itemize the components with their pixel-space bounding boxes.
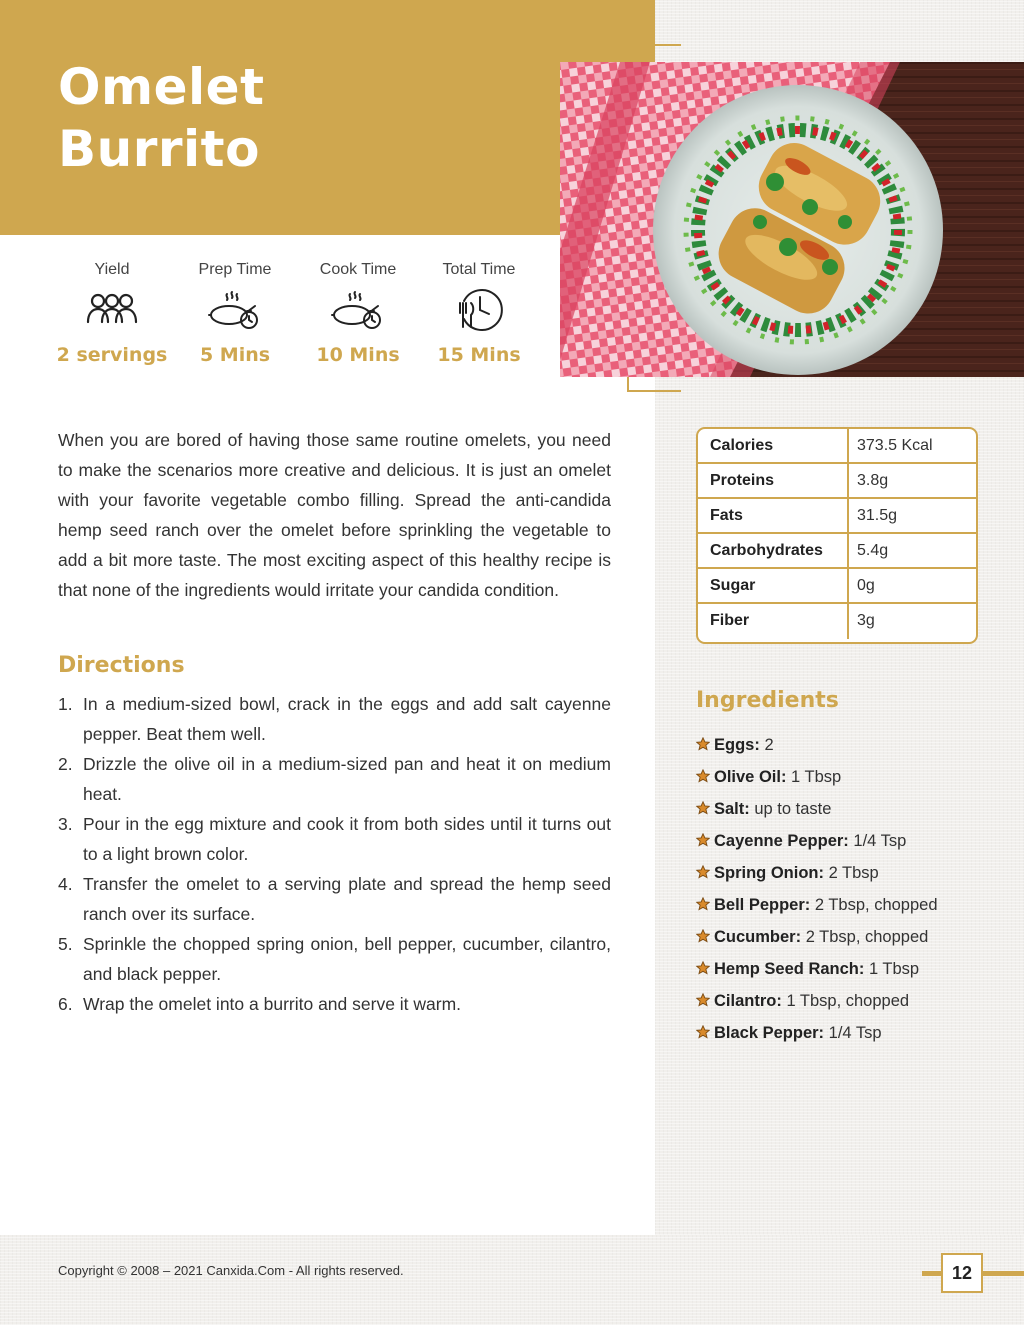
nutrient-value: 31.5g (857, 507, 898, 524)
ingredient-item (696, 1017, 938, 1049)
star-icon (696, 929, 710, 943)
ingredient-item (696, 793, 938, 825)
step-text: In a medium-sized bowl, crack in the eggs and add salt cayenne pepper. Beat them well. (83, 694, 611, 744)
ingredient-name: Black Pepper: (714, 1024, 825, 1042)
stat-value: 2 servings (56, 344, 168, 366)
nutrient-name: Fiber (698, 604, 849, 639)
star-icon (696, 897, 710, 911)
step-number: 6. (58, 994, 73, 1014)
recipe-title-line-1: Omelet (58, 58, 265, 116)
nutrition-row (698, 569, 976, 604)
clock-cutlery-icon (418, 282, 540, 338)
ingredient-amount: 2 Tbsp (828, 864, 879, 882)
star-icon (696, 801, 710, 815)
recipe-title-line-2: Burrito (58, 120, 260, 178)
step-text: Pour in the egg mixture and cook it from both sides until it turns out to a light brown color. (83, 814, 611, 864)
stat-cook-time (297, 258, 419, 370)
people-icon (51, 282, 173, 338)
nutrient-name: Sugar (698, 569, 849, 602)
directions-heading: Directions (58, 653, 185, 678)
ingredient-amount: 2 Tbsp, chopped (805, 928, 929, 946)
ingredient-item (696, 985, 938, 1017)
step-number: 1. (58, 694, 73, 714)
stat-total-time (418, 258, 540, 370)
ingredient-amount: 1 Tbsp, chopped (786, 992, 910, 1010)
nutrient-value: 373.5 Kcal (857, 437, 933, 454)
ingredient-name: Spring Onion: (714, 864, 824, 882)
recipe-photo (560, 62, 1024, 377)
nutrition-row (698, 429, 976, 464)
ingredient-item (696, 761, 938, 793)
pan-timer-icon (174, 282, 296, 338)
ingredient-item (696, 953, 938, 985)
step-text: Wrap the omelet into a burrito and serve it warm. (83, 994, 462, 1014)
direction-step (58, 689, 611, 749)
direction-step (58, 929, 611, 989)
star-icon (696, 865, 710, 879)
ingredient-name: Hemp Seed Ranch: (714, 960, 865, 978)
step-number: 4. (58, 874, 73, 894)
ingredient-amount: 1 Tbsp (868, 960, 920, 978)
stat-yield (51, 258, 173, 370)
star-icon (696, 833, 710, 847)
nutrient-value: 5.4g (857, 542, 889, 559)
ingredient-item (696, 857, 938, 889)
star-icon (696, 769, 710, 783)
page-number: 12 (941, 1253, 983, 1293)
stat-label: Total Time (442, 261, 516, 278)
stat-value: 5 Mins (199, 344, 271, 366)
nutrient-name: Calories (698, 429, 849, 462)
direction-step (58, 989, 611, 1019)
recipe-intro: When you are bored of having those same routine omelets, you need to make the scenarios more creative and delicious. It is just an omelet with your favorite vegetable combo filling. Spread the anti-candida hemp seed ranch over the omelet before sprinkling the vegetable to add a bit more taste. The most exciting aspect of this healthy recipe is that none of the ingredients would irritate your candida condition. (58, 430, 611, 600)
stat-label: Prep Time (198, 261, 272, 278)
step-text: Transfer the omelet to a serving plate and spread the hemp seed ranch over its surface. (83, 874, 611, 924)
title-banner (0, 0, 655, 235)
ingredient-name: Salt: (714, 800, 750, 818)
nutrient-name: Proteins (698, 464, 849, 497)
stat-label: Yield (94, 261, 130, 278)
nutrient-value: 3g (857, 612, 875, 629)
star-icon (696, 1025, 710, 1039)
direction-step (58, 749, 611, 809)
step-text: Sprinkle the chopped spring onion, bell pepper, cucumber, cilantro, and black pepper. (83, 934, 611, 984)
star-icon (696, 961, 710, 975)
ingredient-item (696, 921, 938, 953)
nutrition-row (698, 534, 976, 569)
ingredients-list (696, 729, 938, 1049)
ingredient-amount: 1 Tbsp (791, 768, 842, 786)
ingredient-name: Cucumber: (714, 928, 802, 946)
nutrient-name: Fats (698, 499, 849, 532)
step-number: 5. (58, 934, 73, 954)
nutrition-table (696, 427, 978, 644)
ingredient-amount: 1/4 Tsp (853, 832, 907, 850)
recipe-title (58, 56, 264, 180)
direction-step (58, 809, 611, 869)
step-number: 2. (58, 754, 73, 774)
ingredient-name: Olive Oil: (714, 768, 787, 786)
ingredient-item (696, 889, 938, 921)
ingredient-name: Cayenne Pepper: (714, 832, 849, 850)
nutrient-value: 3.8g (857, 472, 889, 489)
ingredient-name: Cilantro: (714, 992, 782, 1010)
ingredient-amount: 2 (764, 736, 774, 754)
footer-background (0, 1235, 1024, 1325)
star-icon (696, 737, 710, 751)
star-icon (696, 993, 710, 1007)
ingredient-amount: 1/4 Tsp (828, 1024, 882, 1042)
nutrition-row (698, 499, 976, 534)
stat-label: Cook Time (319, 261, 397, 278)
stat-prep-time (174, 258, 296, 370)
copyright-text: Copyright © 2008 – 2021 Canxida.Com - All rights reserved. (58, 1263, 404, 1278)
directions-list (58, 689, 611, 1019)
nutrient-value: 0g (857, 577, 875, 594)
stat-value: 10 Mins (316, 344, 400, 366)
step-text: Drizzle the olive oil in a medium-sized pan and heat it on medium heat. (83, 754, 611, 804)
stat-value: 15 Mins (437, 344, 521, 366)
ingredient-amount: up to taste (754, 800, 832, 818)
nutrition-row (698, 604, 976, 639)
pan-timer-icon (297, 282, 419, 338)
step-number: 3. (58, 814, 73, 834)
ingredient-amount: 2 Tbsp, chopped (814, 896, 938, 914)
ingredient-item (696, 825, 938, 857)
ingredient-item (696, 729, 938, 761)
nutrient-name: Carbohydrates (698, 534, 849, 567)
nutrition-row (698, 464, 976, 499)
ingredient-name: Bell Pepper: (714, 896, 811, 914)
direction-step (58, 869, 611, 929)
ingredient-name: Eggs: (714, 736, 760, 754)
ingredients-heading: Ingredients (696, 688, 839, 713)
